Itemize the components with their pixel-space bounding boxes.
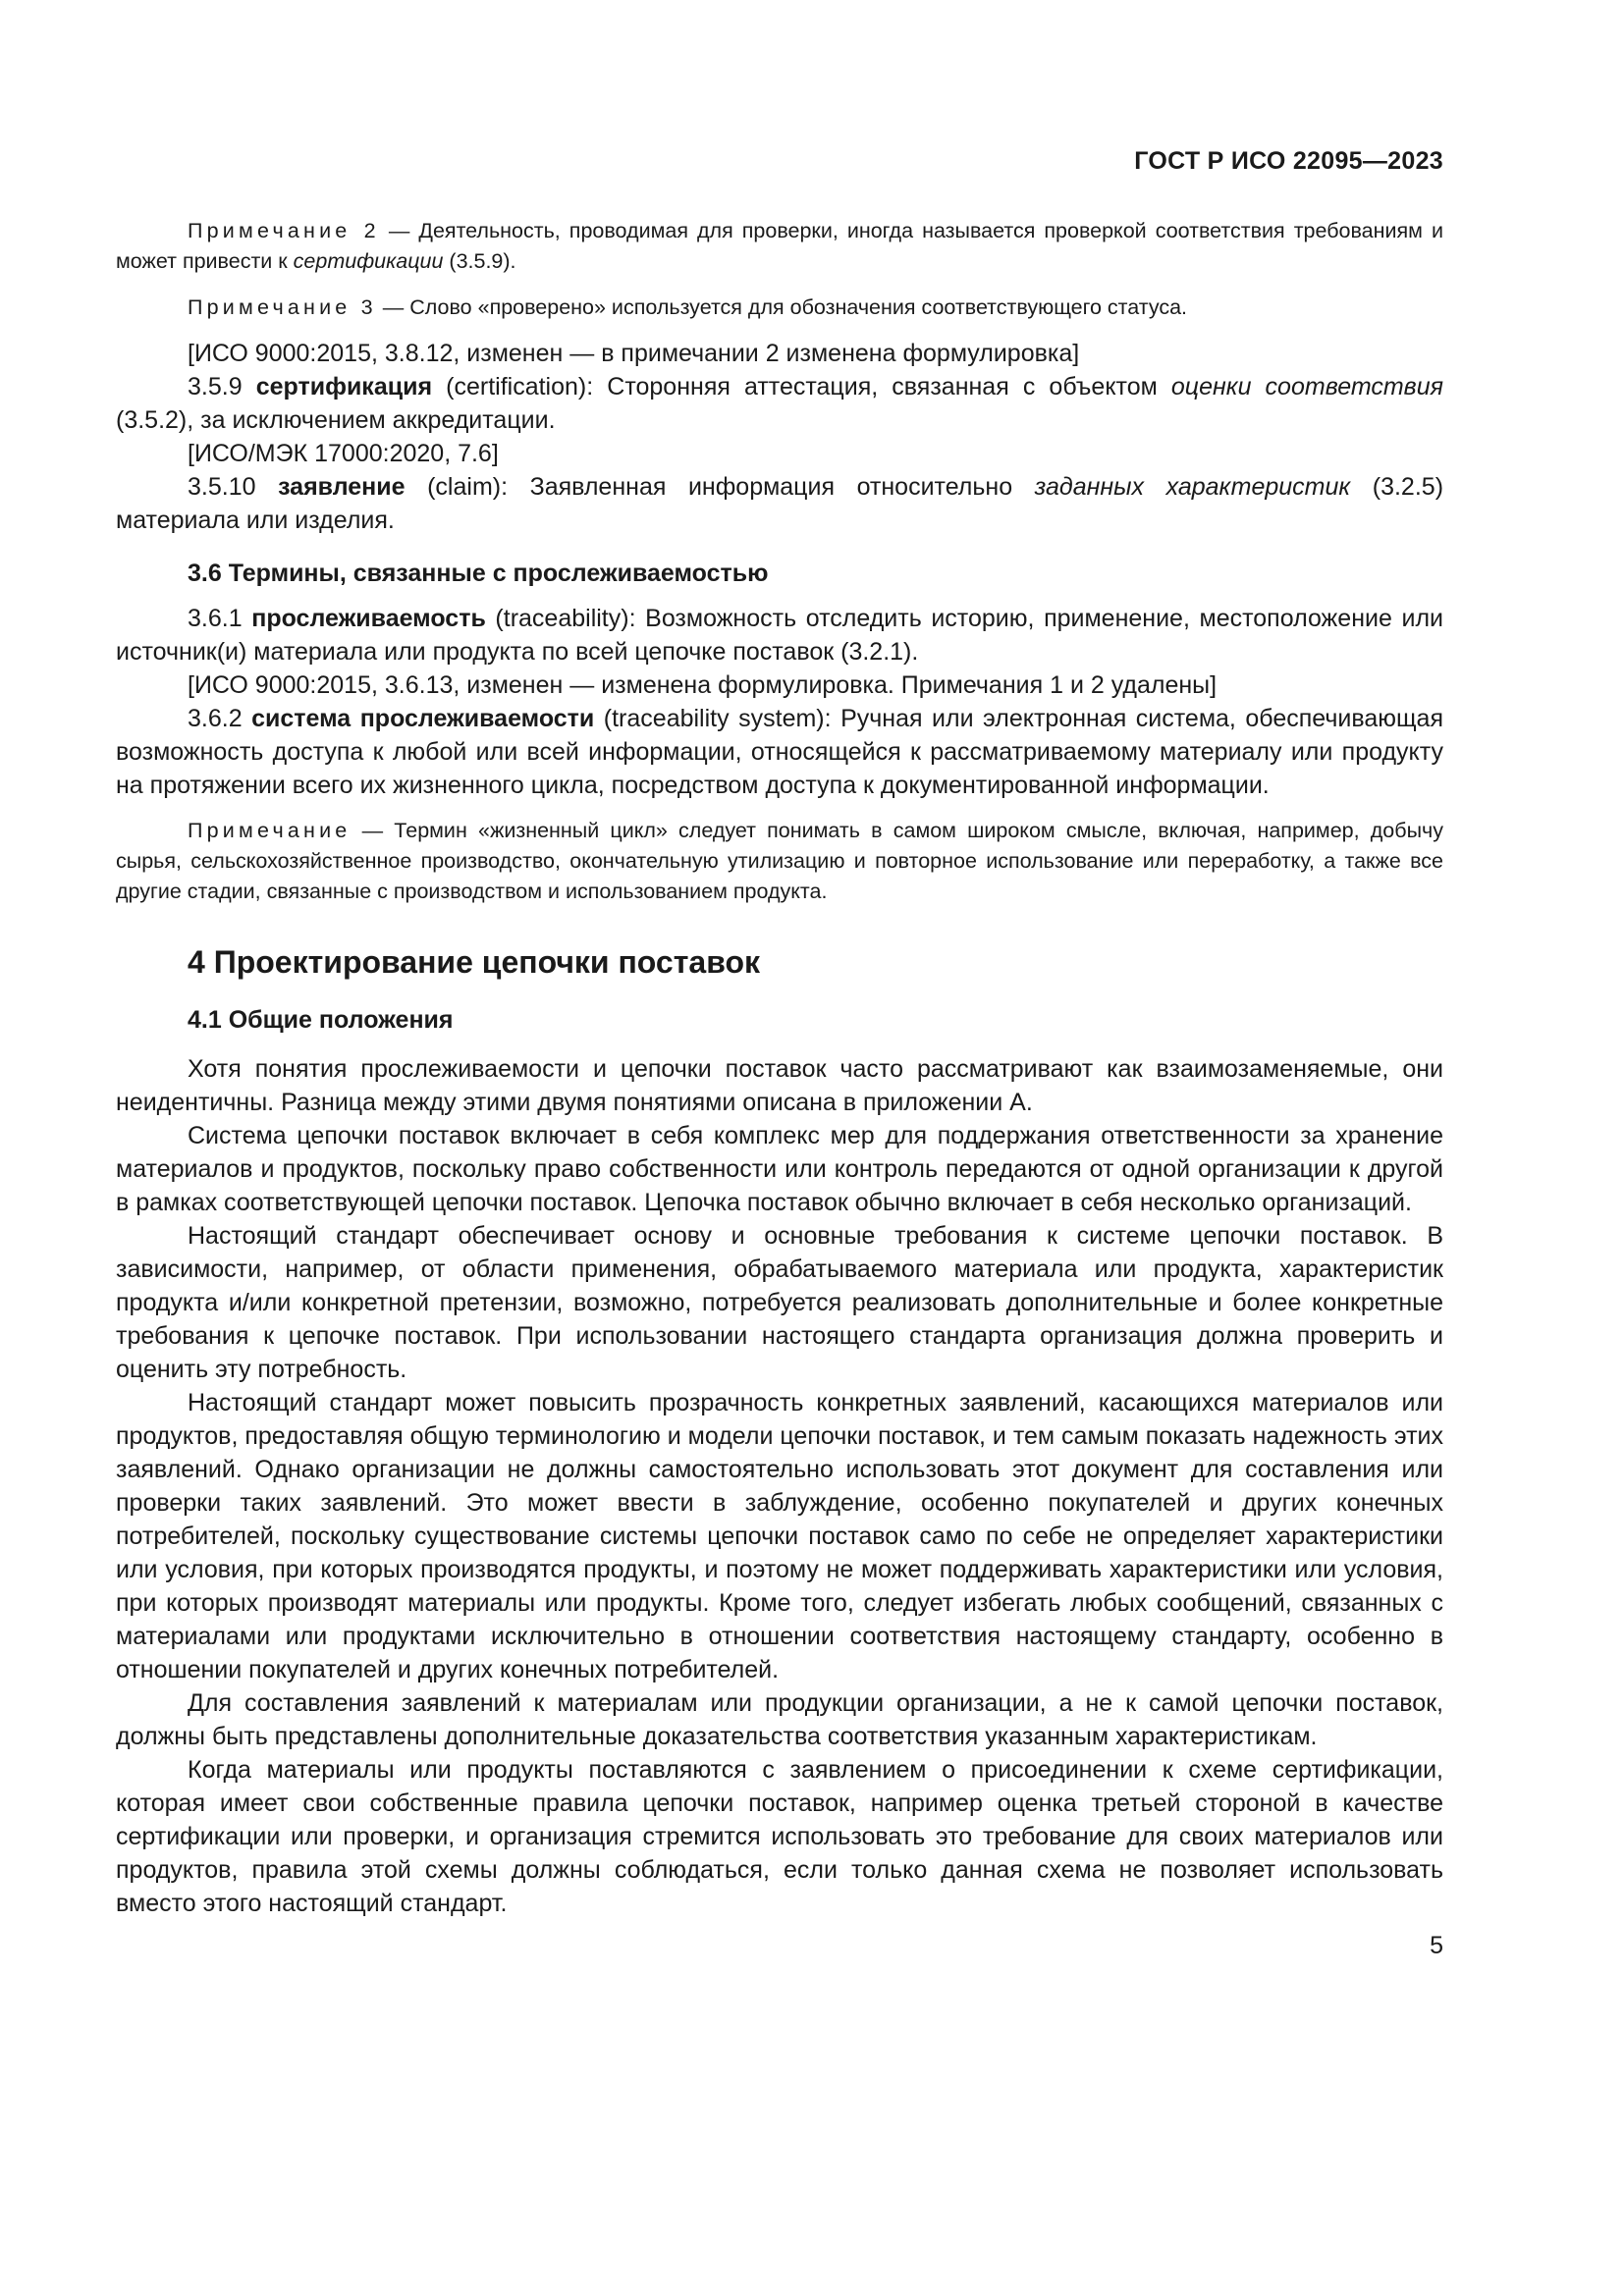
subsection-3-6-heading: 3.6 Термины, связанные с прослеживаемостью <box>188 560 769 587</box>
section-4-1-body <box>116 1052 1443 1920</box>
term-3-5-9: 3.5.9 сертификация (certification): Сторонняя аттестация, связанная с объектом оценки соответствия (3.5.2), за исключением аккредитации. <box>116 373 1443 434</box>
page-footer <box>116 1926 1443 1975</box>
paragraph: Хотя понятия прослеживаемости и цепочки поставок часто рассматривают как взаимозаменяемые, они неидентичны. Разница между этими двумя понятиями описана в приложении А. <box>116 1055 1443 1116</box>
paragraph: Для составления заявлений к материалам или продукции организации, а не к самой цепочки поставок, должны быть представлены дополнительные доказательства соответствия указанным характеристикам. <box>116 1689 1443 1750</box>
page-number: 5 <box>1430 1932 1443 1959</box>
term-3-6-2: 3.6.2 система прослеживаемости (traceability system): Ручная или электронная система, обеспечивающая возможность доступа к любой или всей информации, относящейся к рассматриваемому материалу или продукту на протяжении всего их жизненного цикла, посредством доступа к документированной информации. <box>116 705 1443 799</box>
document-body <box>116 216 1443 1975</box>
subsection-4-1-heading: 4.1 Общие положения <box>188 1006 454 1034</box>
reference-iso9000-3613: [ИСО 9000:2015, 3.6.13, изменен — изменена формулировка. Примечания 1 и 2 удалены] <box>188 671 1218 699</box>
paragraph: Когда материалы или продукты поставляются с заявлением о присоединении к схеме сертификации, которая имеет свои собственные правила цепочки поставок, например оценка третьей стороной в качестве сертификации или проверки, и организация стремится использовать это требование для своих материалов или продуктов, правила этой схемы должны соблюдаться, если только данная схема не позволяет использовать вместо этого настоящий стандарт. <box>116 1756 1443 1917</box>
note-2: Примечание 2 — Деятельность, проводимая для проверки, иногда называется проверкой соответствия требованиям и может привести к сертификации (3.5.9). <box>116 219 1443 273</box>
note-lifecycle: Примечание — Термин «жизненный цикл» следует понимать в самом широком смысле, включая, например, добычу сырья, сельскохозяйственное производство, окончательную утилизацию и повторное использование или переработку, а также все другие стадии, связанные с производством и использованием продукта. <box>116 819 1443 903</box>
section-4-heading: 4 Проектирование цепочки поставок <box>188 944 760 980</box>
term-3-6-1: 3.6.1 прослеживаемость (traceability): Возможность отследить историю, применение, местоположение или источник(и) материала или продукта по всей цепочке поставок (3.2.1). <box>116 605 1443 666</box>
paragraph: Система цепочки поставок включает в себя комплекс мер для поддержания ответственности за хранение материалов и продуктов, поскольку право собственности или контроль передаются от одной организации к другой в рамках соответствующей цепочки поставок. Цепочка поставок обычно включает в себя несколько организаций. <box>116 1122 1443 1216</box>
term-3-5-10: 3.5.10 заявление (claim): Заявленная информация относительно заданных характеристик (3.2.5) материала или изделия. <box>116 473 1444 534</box>
reference-iso9000-3812: [ИСО 9000:2015, 3.8.12, изменен — в примечании 2 изменена формулировка] <box>188 340 1080 367</box>
reference-iec17000: [ИСО/МЭК 17000:2020, 7.6] <box>188 440 499 467</box>
paragraph: Настоящий стандарт может повысить прозрачность конкретных заявлений, касающихся материалов или продуктов, предоставляя общую терминологию и модели цепочки поставок, и тем самым показать надежность этих заявлений. Однако организации не должны самостоятельно использовать этот документ для составления или проверки таких заявлений. Это может ввести в заблуждение, особенно покупателей и других конечных потребителей, поскольку существование системы цепочки поставок само по себе не определяет характеристики или условия, при которых производятся продукты, и поэтому не может поддерживать характеристики или условия, при которых производят материалы или продукты. Кроме того, следует избегать любых сообщений, связанных с материалами или продуктами исключительно в отношении соответствия настоящему стандарту, особенно в отношении покупателей и других конечных потребителей. <box>116 1389 1443 1683</box>
document-header: ГОСТ Р ИСО 22095—2023 <box>1134 147 1443 175</box>
note-3: Примечание 3 — Слово «проверено» используется для обозначения соответствующего статуса. <box>188 295 1188 319</box>
paragraph: Настоящий стандарт обеспечивает основу и основные требования к системе цепочки поставок. В зависимости, например, от области применения, обрабатываемого материала или продукта, характеристик продукта и/или конкретной претензии, возможно, потребуется реализовать дополнительные и более конкретные требования к цепочке поставок. При использовании настоящего стандарта организация должна проверить и оценить эту потребность. <box>116 1222 1443 1383</box>
